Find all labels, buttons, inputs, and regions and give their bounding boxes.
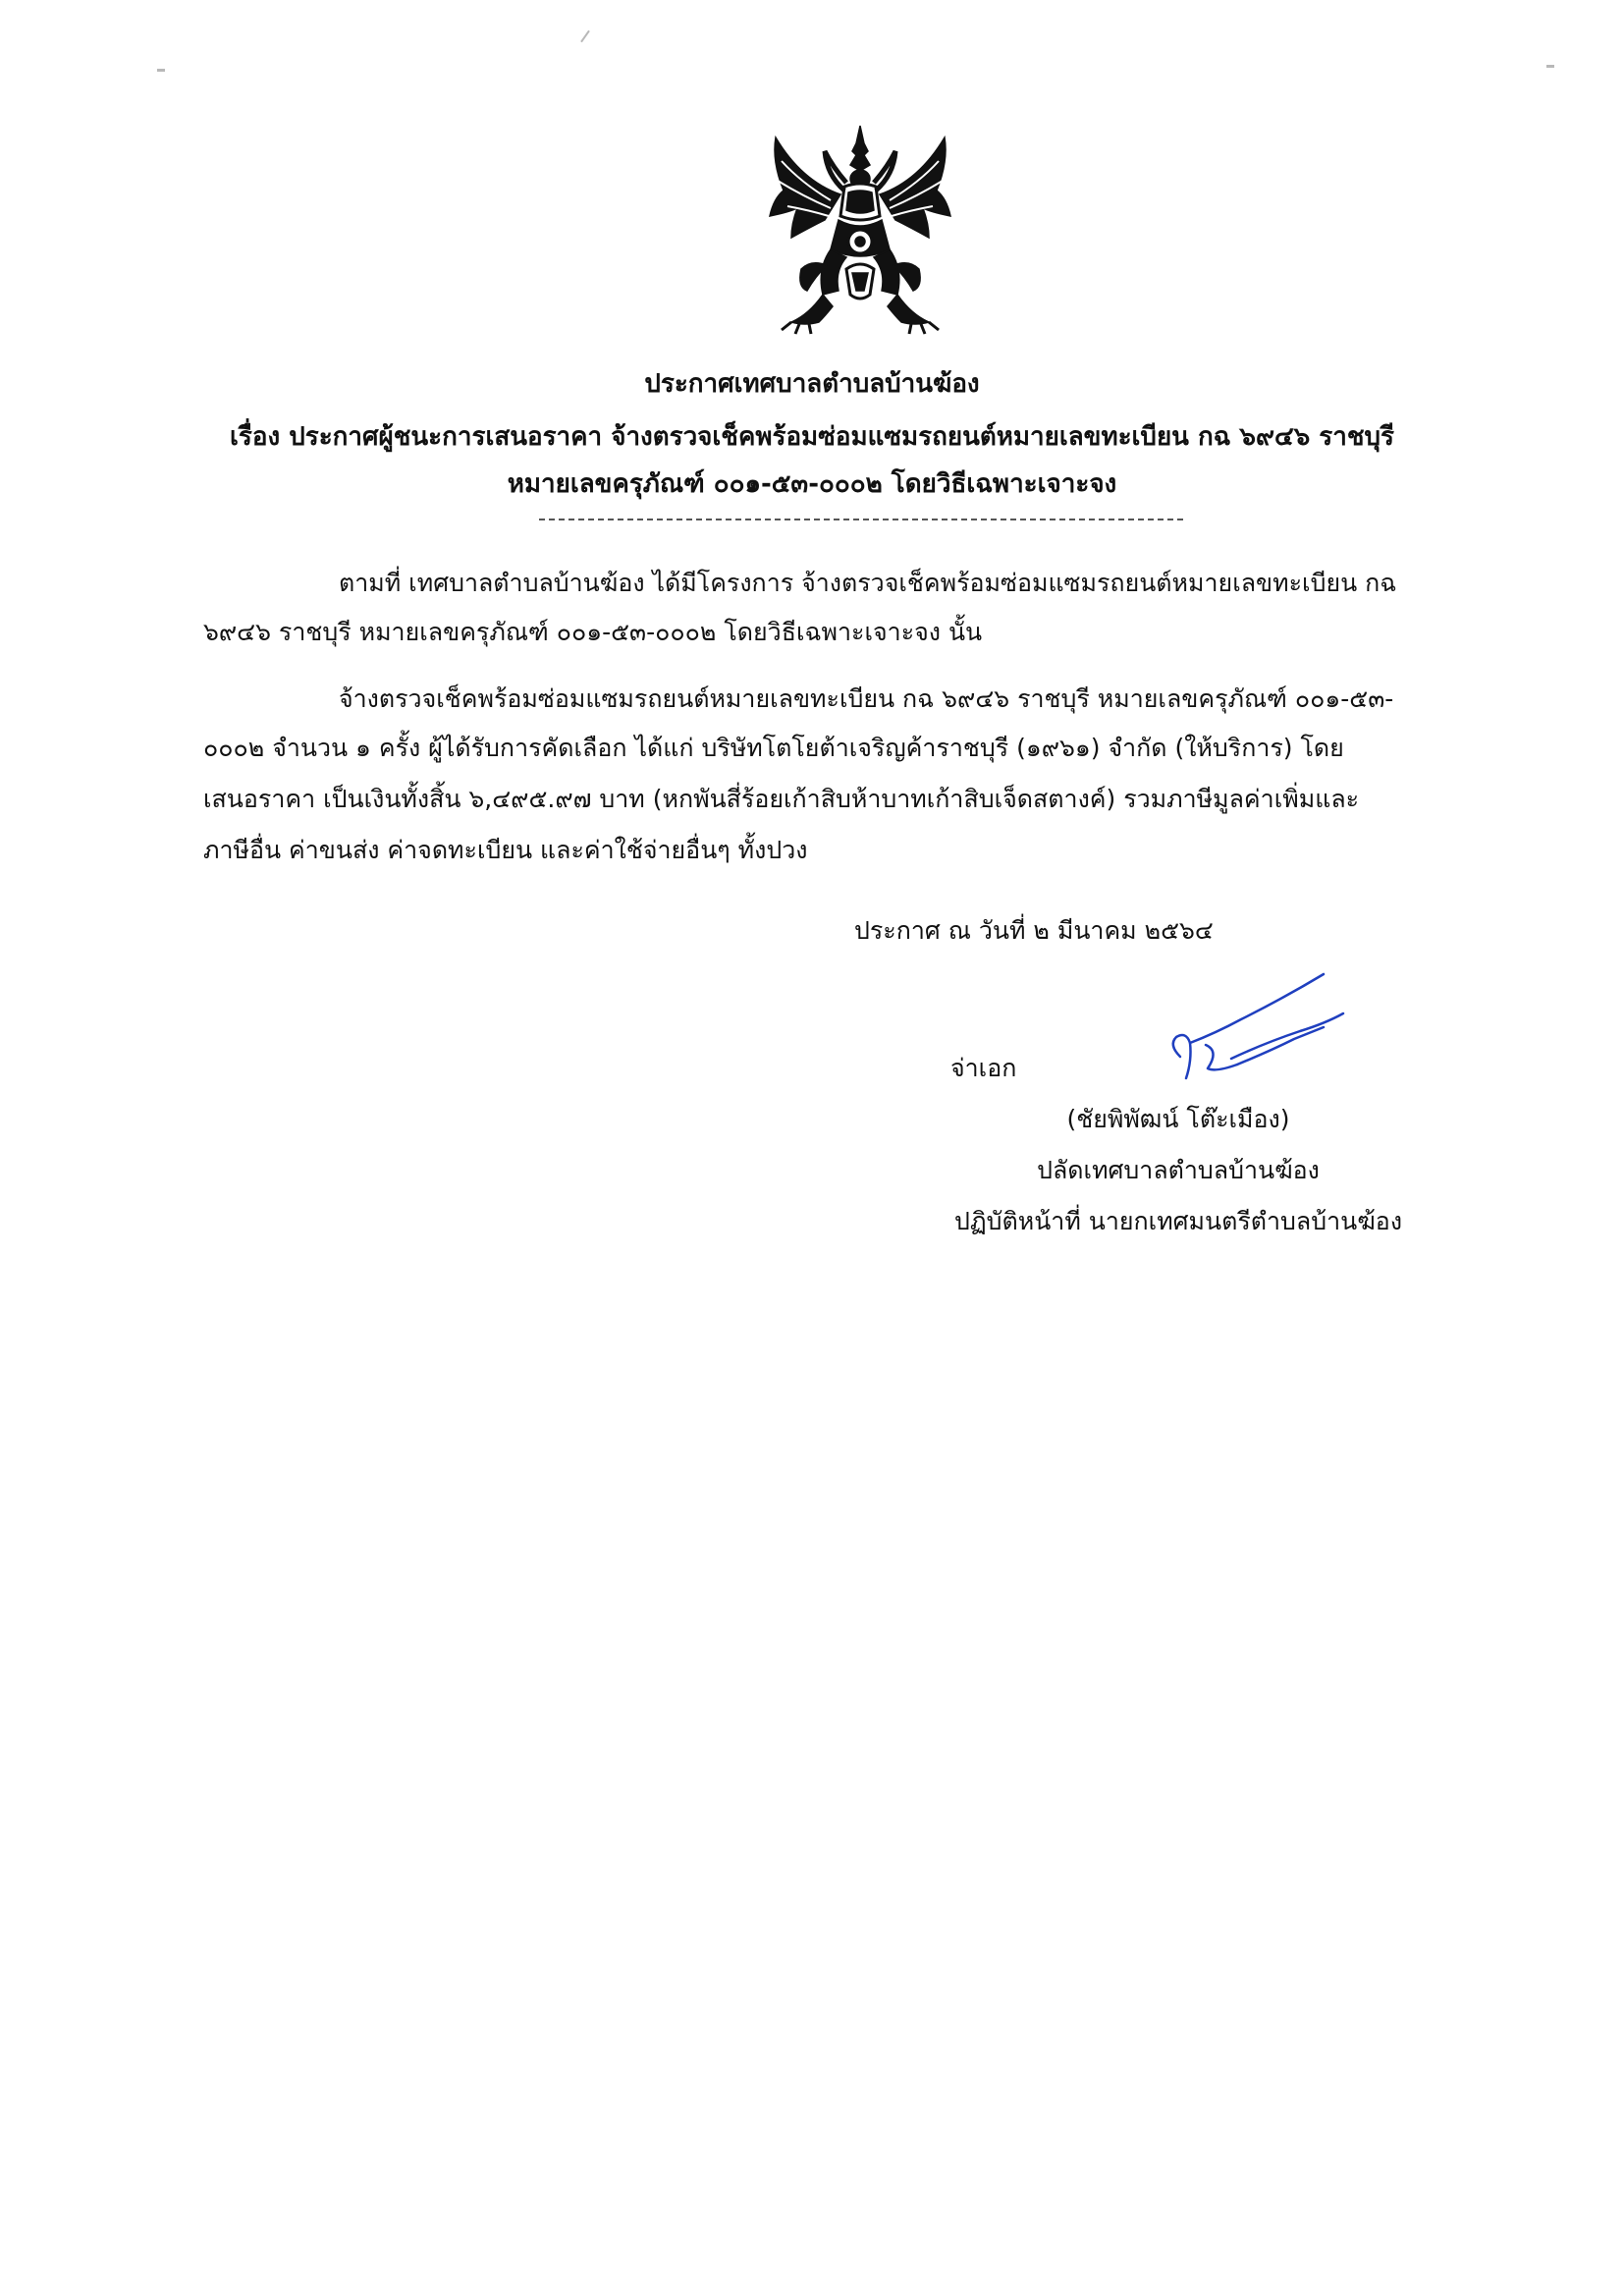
announcement-date: ประกาศ ณ วันที่ ๒ มีนาคม ๒๕๖๔	[854, 916, 1214, 945]
signatory-acting-position: ปฏิบัติหน้าที่ นายกเทศมนตรีตำบลบ้านฆ้อง	[953, 1207, 1403, 1235]
paragraph-2-line: จ้างตรวจเช็คพร้อมซ่อมแซมรถยนต์หมายเลขทะเบียน กฉ ๖๙๔๖ ราชบุรี หมายเลขครุภัณฑ์ ๐๐๑-๕๓-	[339, 684, 1394, 713]
paragraph-2-line: เสนอราคา เป็นเงินทั้งสิ้น ๖,๔๙๕.๙๗ บาท (หกพันสี่ร้อยเก้าสิบห้าบาทเก้าสิบเจ็ดสตางค์) รวมภาษีมูลค่าเพิ่มและ	[203, 785, 1360, 813]
document-title: ประกาศเทศบาลตำบลบ้านฆ้อง	[644, 369, 980, 399]
signatory-name: (ชัยพิพัฒน์ โต๊ะเมือง)	[1066, 1105, 1290, 1133]
signatory-position: ปลัดเทศบาลตำบลบ้านฆ้อง	[1037, 1156, 1320, 1184]
scan-speck	[157, 69, 165, 72]
paragraph-1-line: ๖๙๔๖ ราชบุรี หมายเลขครุภัณฑ์ ๐๐๑-๕๓-๐๐๐๒ โดยวิธีเฉพาะเจาะจง นั้น	[203, 618, 983, 646]
header-divider	[539, 519, 1183, 520]
handwritten-signature	[1147, 962, 1353, 1100]
subject-line-continued: หมายเลขครุภัณฑ์ ๐๐๑-๕๓-๐๐๐๒ โดยวิธีเฉพาะเจาะจง	[507, 469, 1117, 499]
signatory-rank: จ่าเอก	[950, 1054, 1017, 1082]
paragraph-2-line: ภาษีอื่น ค่าขนส่ง ค่าจดทะเบียน และค่าใช้จ่ายอื่นๆ ทั้งปวง	[203, 836, 808, 864]
garuda-emblem-icon	[762, 122, 958, 340]
paragraph-2-line: ๐๐๐๒ จำนวน ๑ ครั้ง ผู้ได้รับการคัดเลือก ได้แก่ บริษัทโตโยต้าเจริญค้าราชบุรี (๑๙๖๑) จำกัด (ให้บริการ) โดย	[203, 734, 1344, 762]
paragraph-1-line: ตามที่ เทศบาลตำบลบ้านฆ้อง ได้มีโครงการ จ้างตรวจเช็คพร้อมซ่อมแซมรถยนต์หมายเลขทะเบียน กฉ	[339, 569, 1397, 597]
scan-speck	[1546, 65, 1554, 68]
subject-line: เรื่อง ประกาศผู้ชนะการเสนอราคา จ้างตรวจเช็คพร้อมซ่อมแซมรถยนต์หมายเลขทะเบียน กฉ ๖๙๔๖ ราชบุรี	[230, 422, 1394, 452]
scan-speck	[580, 30, 590, 43]
